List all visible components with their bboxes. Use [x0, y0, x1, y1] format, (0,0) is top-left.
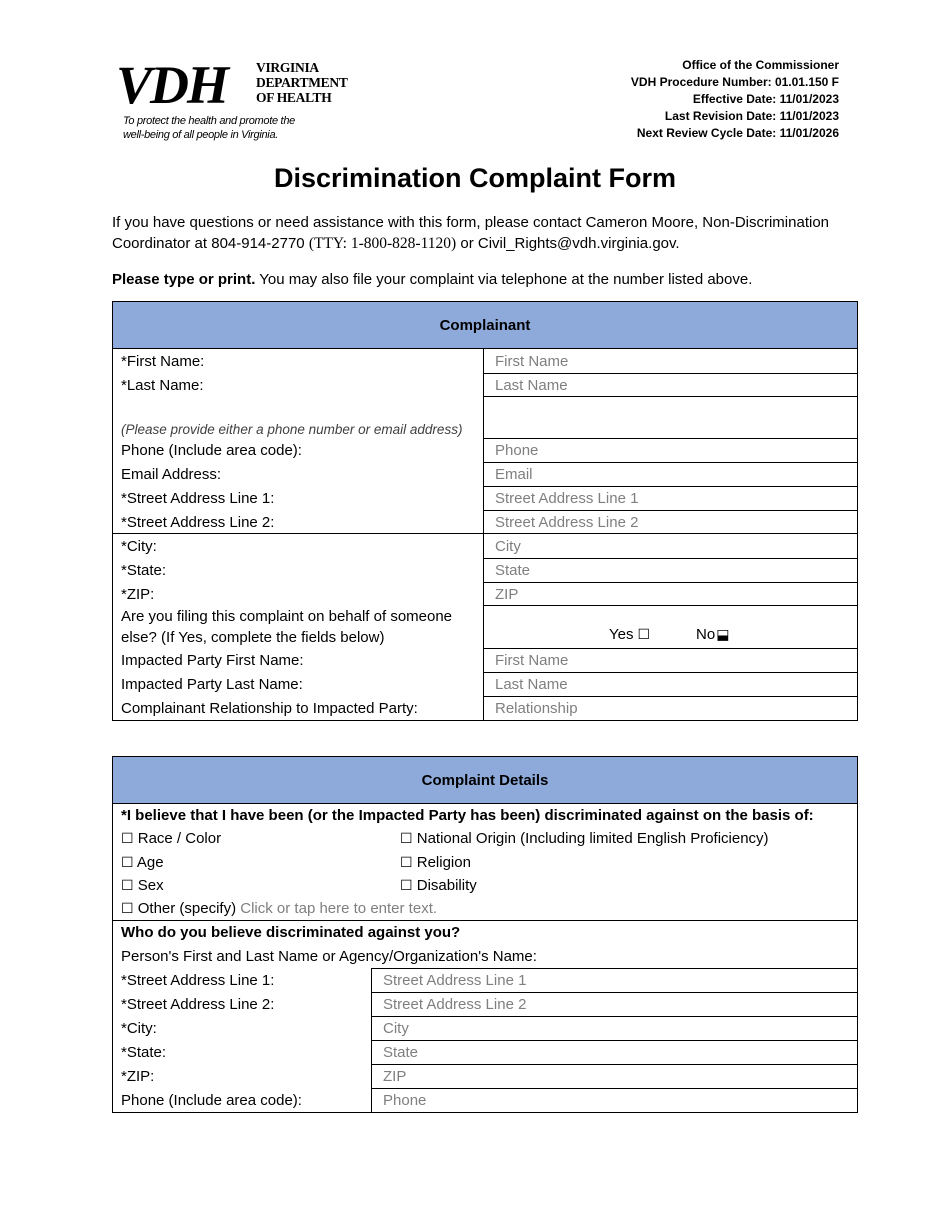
logo-mark: VDH — [116, 55, 228, 115]
page-title: Discrimination Complaint Form — [273, 163, 677, 193]
city-row — [113, 533, 857, 558]
behalf-line: else? (If Yes, complete the fields below) — [121, 629, 385, 646]
street1-row — [113, 486, 857, 510]
respondent-street1-row — [113, 968, 857, 992]
phone-row — [113, 438, 857, 462]
phone-label: Phone (Include area code): — [121, 441, 302, 459]
other-label: Other (specify) — [137, 900, 237, 917]
street1-label: *Street Address Line 1: — [121, 489, 275, 507]
respondent-city-row — [113, 1016, 857, 1040]
first-name-label: *First Name: — [121, 352, 205, 370]
email-field[interactable]: Email — [483, 462, 857, 486]
respondent-zip-row — [113, 1064, 857, 1088]
disability-option[interactable] — [400, 877, 477, 894]
disability-checkbox[interactable]: ☐ — [400, 878, 413, 894]
person-name-label: Person's First and Last Name or Agency/Organization's Name: — [121, 948, 537, 965]
intro-email-text: or Civil_Rights@vdh.virginia.gov. — [456, 235, 680, 252]
respondent-street2-field[interactable]: Street Address Line 2 — [371, 992, 857, 1016]
effective-date: Effective Date: 11/01/2023 — [692, 92, 839, 106]
logo-department-name — [256, 60, 348, 105]
impacted-last-label: Impacted Party Last Name: — [121, 675, 303, 693]
last-name-field[interactable]: Last Name — [483, 373, 857, 397]
city-label: *City: — [121, 537, 157, 555]
race-label: Race / Color — [137, 830, 222, 847]
review-date: Next Review Cycle Date: 11/01/2026 — [636, 126, 839, 140]
intro-paragraph — [112, 212, 842, 254]
tagline-line: well-being of all people in Virginia. — [123, 129, 279, 141]
office-name: Office of the Commissioner — [682, 58, 839, 72]
state-field[interactable]: State — [483, 558, 857, 582]
behalf-options — [483, 606, 857, 648]
no-label: No — [696, 626, 716, 643]
complaint-details-heading: Complaint Details — [113, 757, 857, 804]
street2-field[interactable]: Street Address Line 2 — [483, 510, 857, 534]
no-checkbox[interactable]: ⬓ — [716, 626, 730, 643]
zip-label: *ZIP: — [121, 585, 155, 603]
age-checkbox[interactable]: ☐ — [121, 855, 134, 871]
yes-label: Yes — [609, 626, 634, 643]
state-label: *State: — [121, 561, 167, 579]
race-option[interactable] — [121, 830, 221, 847]
street1-field[interactable]: Street Address Line 1 — [483, 486, 857, 510]
logo-tagline — [123, 114, 353, 142]
yes-option[interactable] — [609, 626, 650, 643]
contact-hint: (Please provide either a phone number or email address) — [121, 422, 463, 437]
city-field[interactable]: City — [483, 534, 857, 558]
race-checkbox[interactable]: ☐ — [121, 831, 134, 847]
behalf-question — [113, 606, 483, 648]
print-note-bold: Please type or print. — [112, 271, 256, 288]
logo-dept-line: VIRGINIA — [256, 60, 319, 75]
email-row — [113, 462, 857, 486]
state-row — [113, 558, 857, 582]
logo-dept-line: DEPARTMENT — [256, 75, 348, 90]
sex-label: Sex — [137, 877, 164, 894]
no-option[interactable] — [696, 626, 729, 643]
procedure-number: VDH Procedure Number: 01.01.150 F — [630, 75, 839, 89]
complainant-section — [112, 301, 858, 721]
respondent-street1-field[interactable]: Street Address Line 1 — [371, 968, 857, 992]
other-checkbox[interactable]: ☐ — [121, 901, 134, 917]
first-name-field[interactable]: First Name — [483, 349, 857, 373]
complainant-heading: Complainant — [113, 302, 857, 349]
intro-text: If you have questions or need assistance with this form, please contact Cameron Moore, Non-Discrimination Coordinator at 804-914-2770 — [112, 214, 830, 252]
religion-option[interactable] — [400, 854, 471, 871]
religion-checkbox[interactable]: ☐ — [400, 855, 413, 871]
revision-date: Last Revision Date: 11/01/2023 — [664, 109, 839, 123]
respondent-state-row — [113, 1040, 857, 1064]
print-note — [112, 269, 852, 290]
logo-dept-line: OF HEALTH — [256, 90, 332, 105]
respondent-city-label: *City: — [121, 1019, 157, 1037]
email-label: Email Address: — [121, 465, 222, 483]
zip-field[interactable]: ZIP — [483, 582, 857, 606]
vdh-logo — [116, 55, 356, 150]
street2-row — [113, 510, 857, 534]
procedure-info — [631, 57, 839, 142]
national-origin-label: National Origin (Including limited English Proficiency) — [416, 830, 769, 847]
phone-field[interactable]: Phone — [483, 438, 857, 462]
last-name-label: *Last Name: — [121, 376, 204, 394]
complaint-details-section — [112, 756, 858, 1113]
basis-question: *I believe that I have been (or the Impacted Party has been) discriminated against on the basis of: — [121, 807, 814, 824]
impacted-first-field[interactable]: First Name — [483, 648, 857, 672]
respondent-phone-field[interactable]: Phone — [371, 1088, 857, 1112]
other-specify-field[interactable]: Click or tap here to enter text. — [240, 900, 438, 917]
street2-label: *Street Address Line 2: — [121, 513, 275, 531]
respondent-zip-label: *ZIP: — [121, 1067, 155, 1085]
respondent-street2-row — [113, 992, 857, 1016]
respondent-zip-field[interactable]: ZIP — [371, 1064, 857, 1088]
age-label: Age — [136, 854, 164, 871]
relationship-label: Complainant Relationship to Impacted Party: — [121, 699, 418, 717]
respondent-phone-label: Phone (Include area code): — [121, 1091, 302, 1109]
national-origin-checkbox[interactable]: ☐ — [400, 831, 413, 847]
contact-hint-spacer — [483, 397, 857, 438]
national-origin-option[interactable] — [400, 830, 769, 847]
relationship-row — [113, 696, 857, 720]
respondent-city-field[interactable]: City — [371, 1016, 857, 1040]
disability-label: Disability — [416, 877, 477, 894]
contact-hint-row — [113, 397, 857, 438]
impacted-first-label: Impacted Party First Name: — [121, 651, 304, 669]
respondent-street2-label: *Street Address Line 2: — [121, 995, 275, 1013]
who-question: Who do you believe discriminated against you? — [121, 924, 461, 941]
zip-row — [113, 582, 857, 606]
respondent-state-field[interactable]: State — [371, 1040, 857, 1064]
impacted-first-row — [113, 648, 857, 672]
print-note-text: You may also file your complaint via telephone at the number listed above. — [255, 271, 753, 288]
sex-checkbox[interactable]: ☐ — [121, 878, 134, 894]
who-block — [113, 920, 857, 968]
impacted-last-field[interactable]: Last Name — [483, 672, 857, 696]
relationship-field[interactable]: Relationship — [483, 696, 857, 720]
last-name-row — [113, 373, 857, 397]
impacted-last-row — [113, 672, 857, 696]
first-name-row — [113, 349, 857, 373]
respondent-phone-row — [113, 1088, 857, 1112]
basis-block — [113, 804, 857, 920]
respondent-street1-label: *Street Address Line 1: — [121, 971, 275, 989]
sex-option[interactable] — [121, 877, 164, 894]
respondent-state-label: *State: — [121, 1043, 167, 1061]
other-option[interactable] — [121, 900, 437, 917]
tty-number: (TTY: 1-800-828-1120) — [308, 235, 457, 252]
behalf-line: Are you filing this complaint on behalf of someone — [121, 608, 453, 625]
religion-label: Religion — [416, 854, 471, 871]
tagline-line: To protect the health and promote the — [123, 115, 295, 127]
behalf-row — [113, 606, 857, 648]
age-option[interactable] — [121, 854, 164, 871]
yes-checkbox[interactable]: ☐ — [637, 626, 651, 643]
